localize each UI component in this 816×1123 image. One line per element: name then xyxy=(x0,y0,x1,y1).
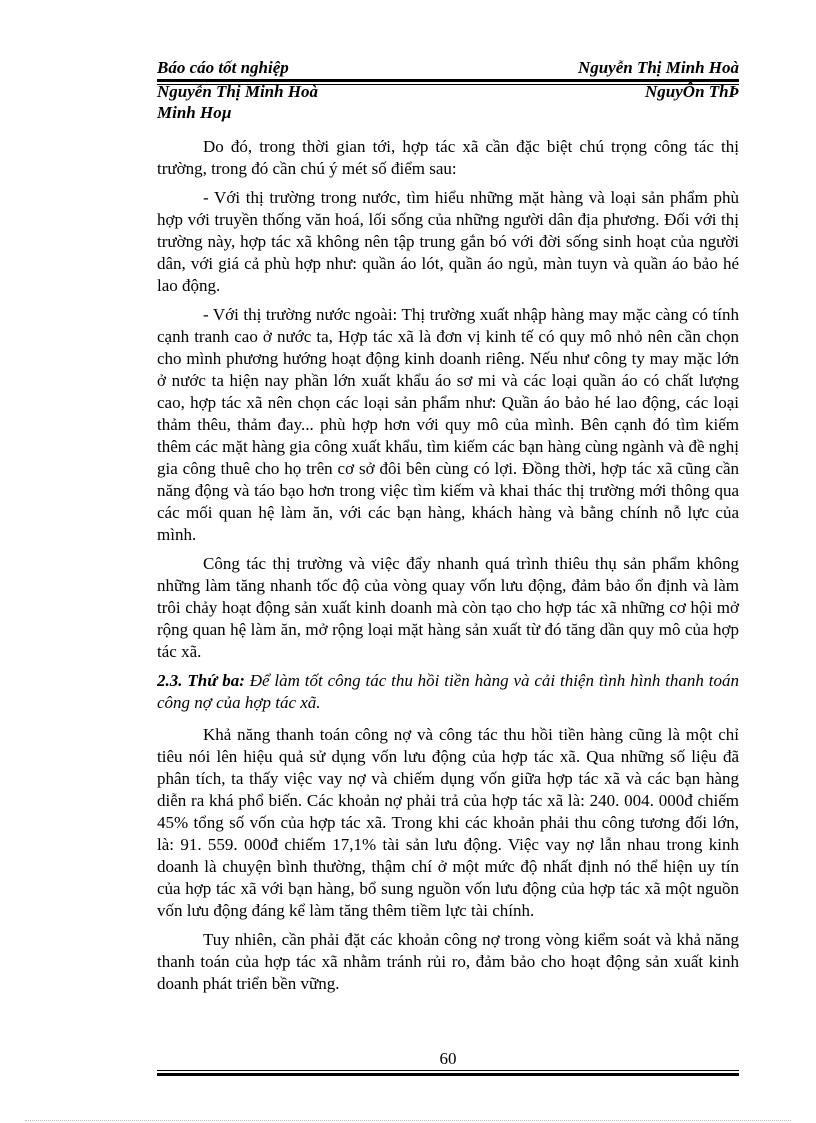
page-bottom-border xyxy=(25,1120,791,1121)
paragraph-risk-control: Tuy nhiên, cần phải đặt các khoản công nợ trong vòng kiểm soát và khả năng thanh toán của hợp tác xã nhằm tránh rủi ro, đảm bảo cho hoạt động sản xuất kinh doanh phát triển bền vững. xyxy=(157,930,739,993)
section-heading-text: Để làm tốt công tác thu hồi tiền hàng và cải thiện tình hình thanh toán công nợ của hợp tác xã. xyxy=(157,671,740,712)
header-second-line xyxy=(157,82,739,102)
page-header xyxy=(157,58,739,78)
header-author-garbled-2: Minh Hoµ xyxy=(157,103,232,122)
page-number: 60 xyxy=(439,1049,457,1068)
section-heading xyxy=(157,670,739,714)
document-body xyxy=(157,136,739,1002)
paragraph-debt-payment: Khả năng thanh toán công nợ và công tác thu hồi tiền hàng cũng là một chỉ tiêu nói lên hiệu quả sử dụng vốn lưu động của hợp tác xã. Qua những số liệu đã phân tích, ta thấy việc vay nợ và chiếm dụng vốn giữa hợp tác xã và các bạn hàng diễn ra khá phổ biến. Các khoản nợ phải trả của hợp tác xã là: 240. 004. 000đ chiếm 45% tổng số vốn của hợp tác xã. Trong khi các khoản phải thu công tương đối lớn, là: 91. 559. 000đ chiếm 17,1% tài sản lưu động. Việc vay nợ lẫn nhau trong kinh doanh là chuyện bình thường, thậm chí ở một mức độ nhất định nó thể hiện uy tín của hợp tác xã với bạn hàng, bổ sung nguồn vốn lưu động của hợp tác xã một nguồn vốn lưu động đáng kể làm tăng thêm tiềm lực tài chính. xyxy=(157,725,739,920)
footer-rule-thick xyxy=(157,1073,739,1076)
footer-rule-thin xyxy=(157,1070,739,1071)
paragraph-intro: Do đó, trong thời gian tới, hợp tác xã cần đặc biệt chú trọng công tác thị trường, trong đó cần chú ý mét số điểm sau: xyxy=(157,137,739,178)
header-author-garbled: NguyÔn ThÞ xyxy=(645,82,739,101)
header-report-title: Báo cáo tốt nghiệp xyxy=(157,58,289,77)
paragraph-market-work: Công tác thị trường và việc đẩy nhanh quá trình thiêu thụ sản phẩm không những làm tăng nhanh tốc độ của vòng quay vốn lưu động, đảm bảo ổn định và làm trôi chảy hoạt động sản xuất kinh doanh mà còn tạo cho hợp tác xã những cơ hội mở rộng quan hệ làm ăn, mở rộng loại mặt hàng sản xuất từ đó tăng dần quy mô của hợp tác xã. xyxy=(157,554,739,661)
paragraph-foreign-market: - Với thị trường nước ngoài: Thị trường xuất nhập hàng may mặc càng có tính cạnh tranh cao ở nước ta, Hợp tác xã là đơn vị kinh tế có quy mô nhỏ nên cần chọn cho mình phương hướng hoạt động kinh doanh riêng. Nếu như công ty may mặc lớn ở nước ta hiện nay phần lớn xuất khẩu áo sơ mi và các loại quần áo có chất lượng cao, hợp tác xã nên chọn các loại sản phẩm như: Quần áo bảo hé lao động, các loại thảm thêu, thảm đay... phù hợp hơn với quy mô của mình. Bên cạnh đó tìm kiếm thêm các mặt hàng gia công xuất khẩu, tìm kiếm các bạn hàng cùng ngành và đề nghị gia công thuê cho họ trên cơ sở đôi bên cùng có lợi. Đồng thời, hợp tác xã cũng cần năng động và táo bạo hơn trong việc tìm kiếm và khai thác thị trường mới thông qua các mối quan hệ làm ăn, với các bạn hàng, khách hàng và bằng chính nỗ lực của mình. xyxy=(157,305,739,544)
header-third-line xyxy=(157,103,739,123)
section-heading-number: 2.3. Thứ ba: xyxy=(157,671,245,690)
paragraph-domestic-market: - Với thị trường trong nước, tìm hiểu những mặt hàng và loại sản phẩm phù hợp với truyền thống văn hoá, lối sống của những người dân địa phương. Đối với thị trường này, hợp tác xã không nên tập trung gắn bó với đời sống sinh hoạt của người dân, với giá cả phù hợp như: quần áo lót, quần áo ngủ, màn tuyn và quần áo bảo hé lao động. xyxy=(157,188,739,295)
header-author: Nguyễn Thị Minh Hoà xyxy=(577,58,739,77)
header-author-repeat: Nguyễn Thị Minh Hoà xyxy=(157,82,319,101)
